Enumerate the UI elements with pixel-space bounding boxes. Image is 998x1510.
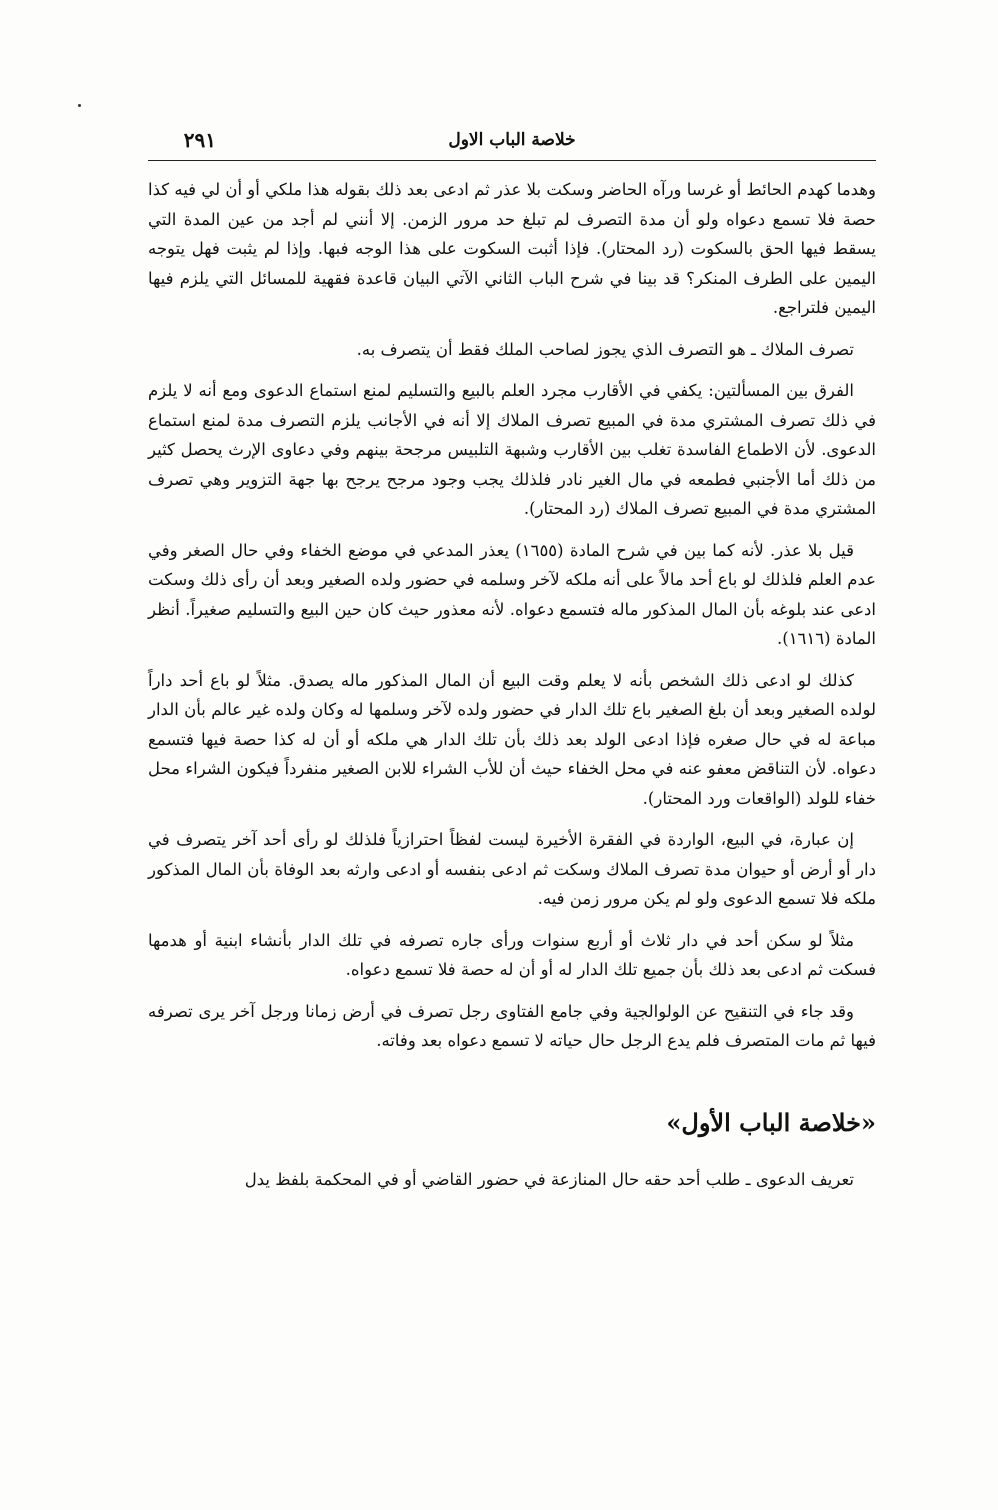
paragraph-3: الفرق بين المسألتين: يكفي في الأقارب مجرد العلم بالبيع والتسليم لمنع استماع الدعوى ومع أنه لا يلزم في ذلك تصرف المشتري مدة في المبيع تصرف الملاك إلا أنه في الأجانب يلزم التصرف مدة لمنع استماع الدعوى. لأن الاطماع الفاسدة تغلب بين الأقارب وشبهة التلبيس مرجحة بينهم وفي دعاوى الإرث يحصل كثير من ذلك أما الأجنبي فطمعه في مال الغير نادر فلذلك يجب وجود مرجح يرجح بها جهة التزوير وهي تصرف المشتري مدة في المبيع تصرف الملاك (رد المحتار). xyxy=(148,381,876,518)
page xyxy=(148,128,876,1206)
paragraph-7: مثلاً لو سكن أحد في دار ثلاث أو أربع سنوات ورأى جاره تصرفه في تلك الدار بأنشاء ابنية أو هدمها فسكت ثم ادعى بعد ذلك بأن جميع تلك الدار له أو أن له حصة فلا تسمع دعواه. xyxy=(148,930,876,979)
paragraph-4: قيل بلا عذر. لأنه كما بين في شرح المادة (١٦٥٥) يعذر المدعي في موضع الخفاء وفي حال الصغر وفي عدم العلم فلذلك لو باع أحد مالاً على أنه ملكه لآخر وسلمه في حضور ولده الصغير وبعد أن رأى ذلك وسكت ادعى عند بلوغه بأن المال المذكور ماله فتسمع دعواه. لأنه معذور حيث كان حين البيع والتسليم صغيراً. أنظر المادة (١٦١٦). xyxy=(148,540,876,648)
running-title: خلاصة الباب الاول xyxy=(448,130,576,150)
page-body xyxy=(148,175,876,1194)
paragraph-5: كذلك لو ادعى ذلك الشخص بأنه لا يعلم وقت البيع أن المال المذكور ماله يصدق. مثلاً لو باع أحد داراً لولده الصغير وبعد أن بلغ الصغير باع تلك الدار في حضور ولده لآخر وسلمها له وكان ولده غير عالم بأن الدار مباعة له في حال صغره فإذا ادعى الولد بعد ذلك بأن تلك الدار هي ملكه أو أن له كذا حصة فيها فتسمع دعواه. لأن التناقض معفو عنه في محل الخفاء حيث أن للأب الشراء للابن الصغير منفرداً فيكون الشراء محل خفاء للولد (الواقعات ورد المحتار). xyxy=(148,670,876,808)
paragraph-2: تصرف الملاك ـ هو التصرف الذي يجوز لصاحب الملك فقط أن يتصرف به. xyxy=(356,339,854,359)
speck-mark xyxy=(78,104,81,107)
section-heading: «خلاصة الباب الأول» xyxy=(666,1107,876,1137)
paragraph-6: إن عبارة، في البيع، الواردة في الفقرة الأخيرة ليست لفظاً احترازياً فلذلك لو رأى أحد آخر يتصرف في دار أو أرض أو حيوان مدة تصرف الملاك وسكت ثم ادعى بنفسه أو ادعى وارثه بعد الوفاة بأن المال المذكور ملكه فلا تسمع الدعوى ولو لم يكن مرور زمن فيه. xyxy=(148,830,876,908)
definition-paragraph: تعريف الدعوى ـ طلب أحد حقه حال المنازعة في حضور القاضي أو في المحكمة بلفظ يدل xyxy=(244,1169,854,1189)
page-number: ٢٩١ xyxy=(183,128,216,152)
page-header xyxy=(148,128,876,161)
paragraph-8: وقد جاء في التنقيح عن الولوالجية وفي جامع الفتاوى رجل تصرف في أرض زمانا ورجل آخر يرى تصرفه فيها ثم مات المتصرف فلم يدع الرجل حال حياته لا تسمع دعواه بعد وفاته. xyxy=(148,1001,876,1050)
paragraph-1: وهدما كهدم الحائط أو غرسا ورآه الحاضر وسكت بلا عذر ثم ادعى بعد ذلك بقوله هذا ملكي أو أن لي فيه كذا حصة فلا تسمع دعواه ولو أن مدة التصرف لم تبلغ حد مرور الزمن. إلا أنني لم أجد من عين المدة التي يسقط فيها الحق بالسكوت (رد المحتار). فإذا أثبت السكوت على هذا الوجه فبها. وإذا لم يثبت فهل يتوجه اليمين على الطرف المنكر؟ قد بينا في شرح الباب الثاني الآتي البيان قاعدة فقهية للمسائل التي يلزم فيها اليمين فلتراجع. xyxy=(148,180,876,317)
